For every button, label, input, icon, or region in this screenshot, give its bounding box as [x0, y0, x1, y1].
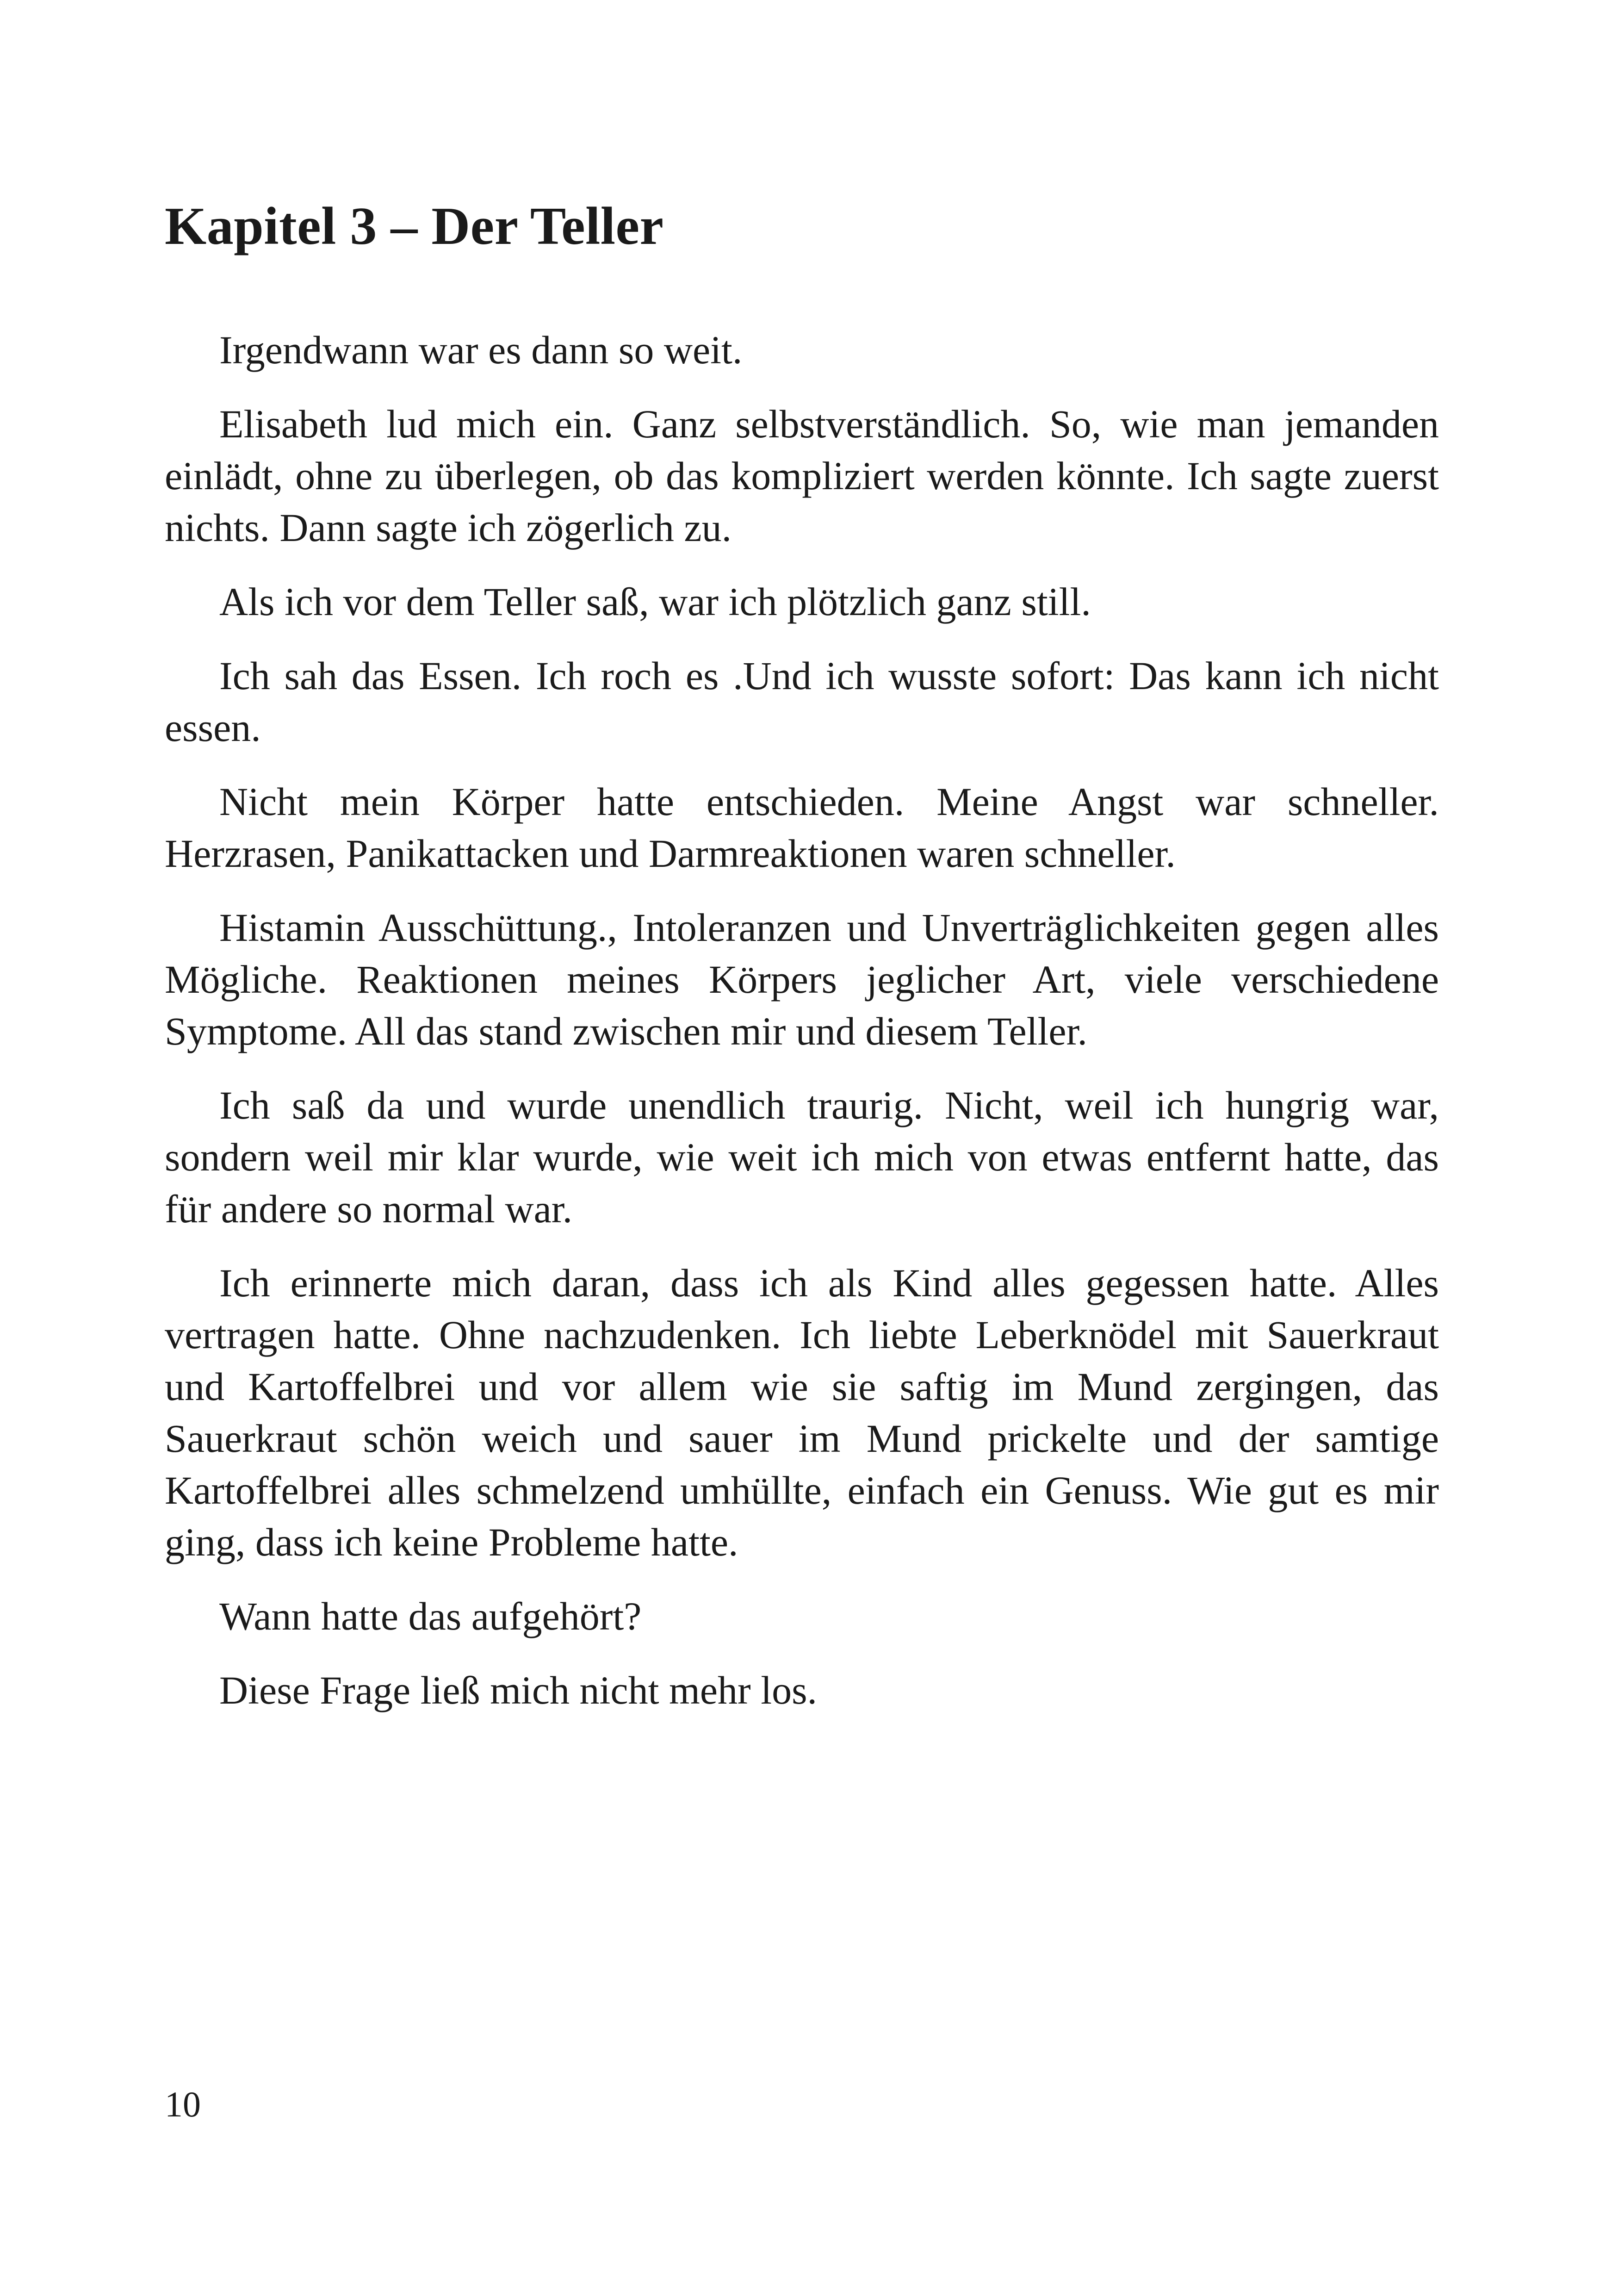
- paragraph: Diese Frage ließ mich nicht mehr los.: [219, 1668, 818, 1712]
- paragraph: Als ich vor dem Teller saß, war ich plötzlich ganz still.: [219, 579, 1091, 624]
- paragraph: Nicht mein Körper hatte entschieden. Meine Angst war schneller. Herzrasen, Panikattacken und Darmreaktionen waren schneller.: [165, 779, 1439, 876]
- paragraph: Histamin Ausschüttung., Intoleranzen und Unverträglichkeiten gegen alles Mögliche. Reaktionen meines Körpers jeglicher Art, viele verschiedene Symptome. All das stand zwischen mir und diesem Teller.: [165, 905, 1439, 1053]
- paragraph: Ich sah das Essen. Ich roch es .Und ich wusste sofort: Das kann ich nicht essen.: [165, 653, 1439, 750]
- paragraph: Ich erinnerte mich daran, dass ich als Kind alles gegessen hatte. Alles vertragen hatte. Ohne nachzudenken. Ich liebte Leberknödel mit Sauerkraut und Kartoffelbrei und vor allem wie sie saftig im Mund zergingen, das Sauerkraut schön weich und sauer im Mund prickelte und der samtige Kartoffelbrei alles schmelzend umhüllte, einfach ein Genuss. Wie gut es mir ging, dass ich keine Probleme hatte.: [165, 1261, 1439, 1564]
- paragraph: Wann hatte das aufgehört?: [219, 1594, 642, 1638]
- chapter-body: [165, 324, 1439, 1738]
- paragraph: Irgendwann war es dann so weit.: [219, 328, 743, 372]
- paragraph: Ich saß da und wurde unendlich traurig. Nicht, weil ich hungrig war, sondern weil mir klar wurde, wie weit ich mich von etwas entfernt hatte, das für andere so normal war.: [165, 1083, 1439, 1231]
- paragraph: Elisabeth lud mich ein. Ganz selbstverständlich. So, wie man jemanden einlädt, ohne zu überlegen, ob das kompliziert werden könnte. Ich sagte zuerst nichts. Dann sagte ich zögerlich zu.: [165, 402, 1439, 550]
- page-number: 10: [165, 2084, 201, 2124]
- chapter-title: Kapitel 3 – Der Teller: [165, 197, 664, 256]
